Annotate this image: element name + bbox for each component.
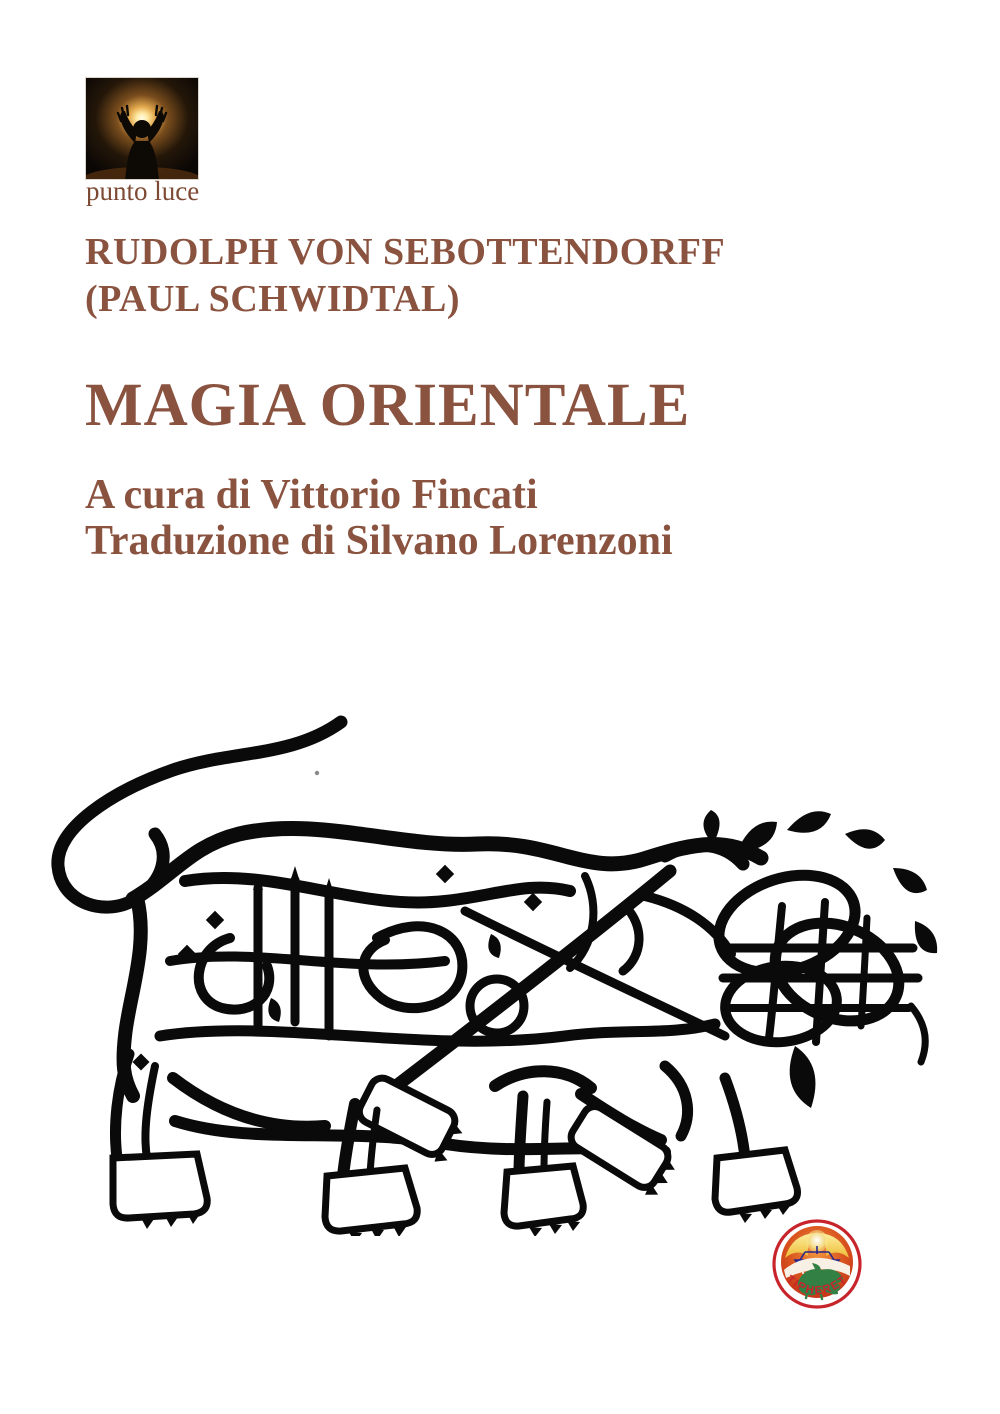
editor-credit: A cura di Vittorio Fincati xyxy=(85,472,538,518)
arabic-calligraphy-lion-icon xyxy=(25,706,945,1236)
author-line-1: RUDOLPH VON SEBOTTENDORFF xyxy=(85,231,726,273)
translator-credit: Traduzione di Silvano Lorenzoni xyxy=(85,518,673,564)
cover-artwork xyxy=(25,706,945,1236)
publisher-name: punto luce xyxy=(86,176,200,206)
author-line-2: (PAUL SCHWIDTAL) xyxy=(85,278,461,320)
imprint-logo xyxy=(770,1218,864,1314)
punto-luce-photo-icon xyxy=(85,77,199,180)
credits-block xyxy=(85,472,673,564)
book-title: MAGIA ORIENTALE xyxy=(85,372,691,439)
author-name xyxy=(85,229,725,323)
tipheret-logo-icon xyxy=(770,1218,864,1314)
publisher-logo xyxy=(85,77,199,180)
imprint-name: TIPHERET xyxy=(783,1273,851,1298)
